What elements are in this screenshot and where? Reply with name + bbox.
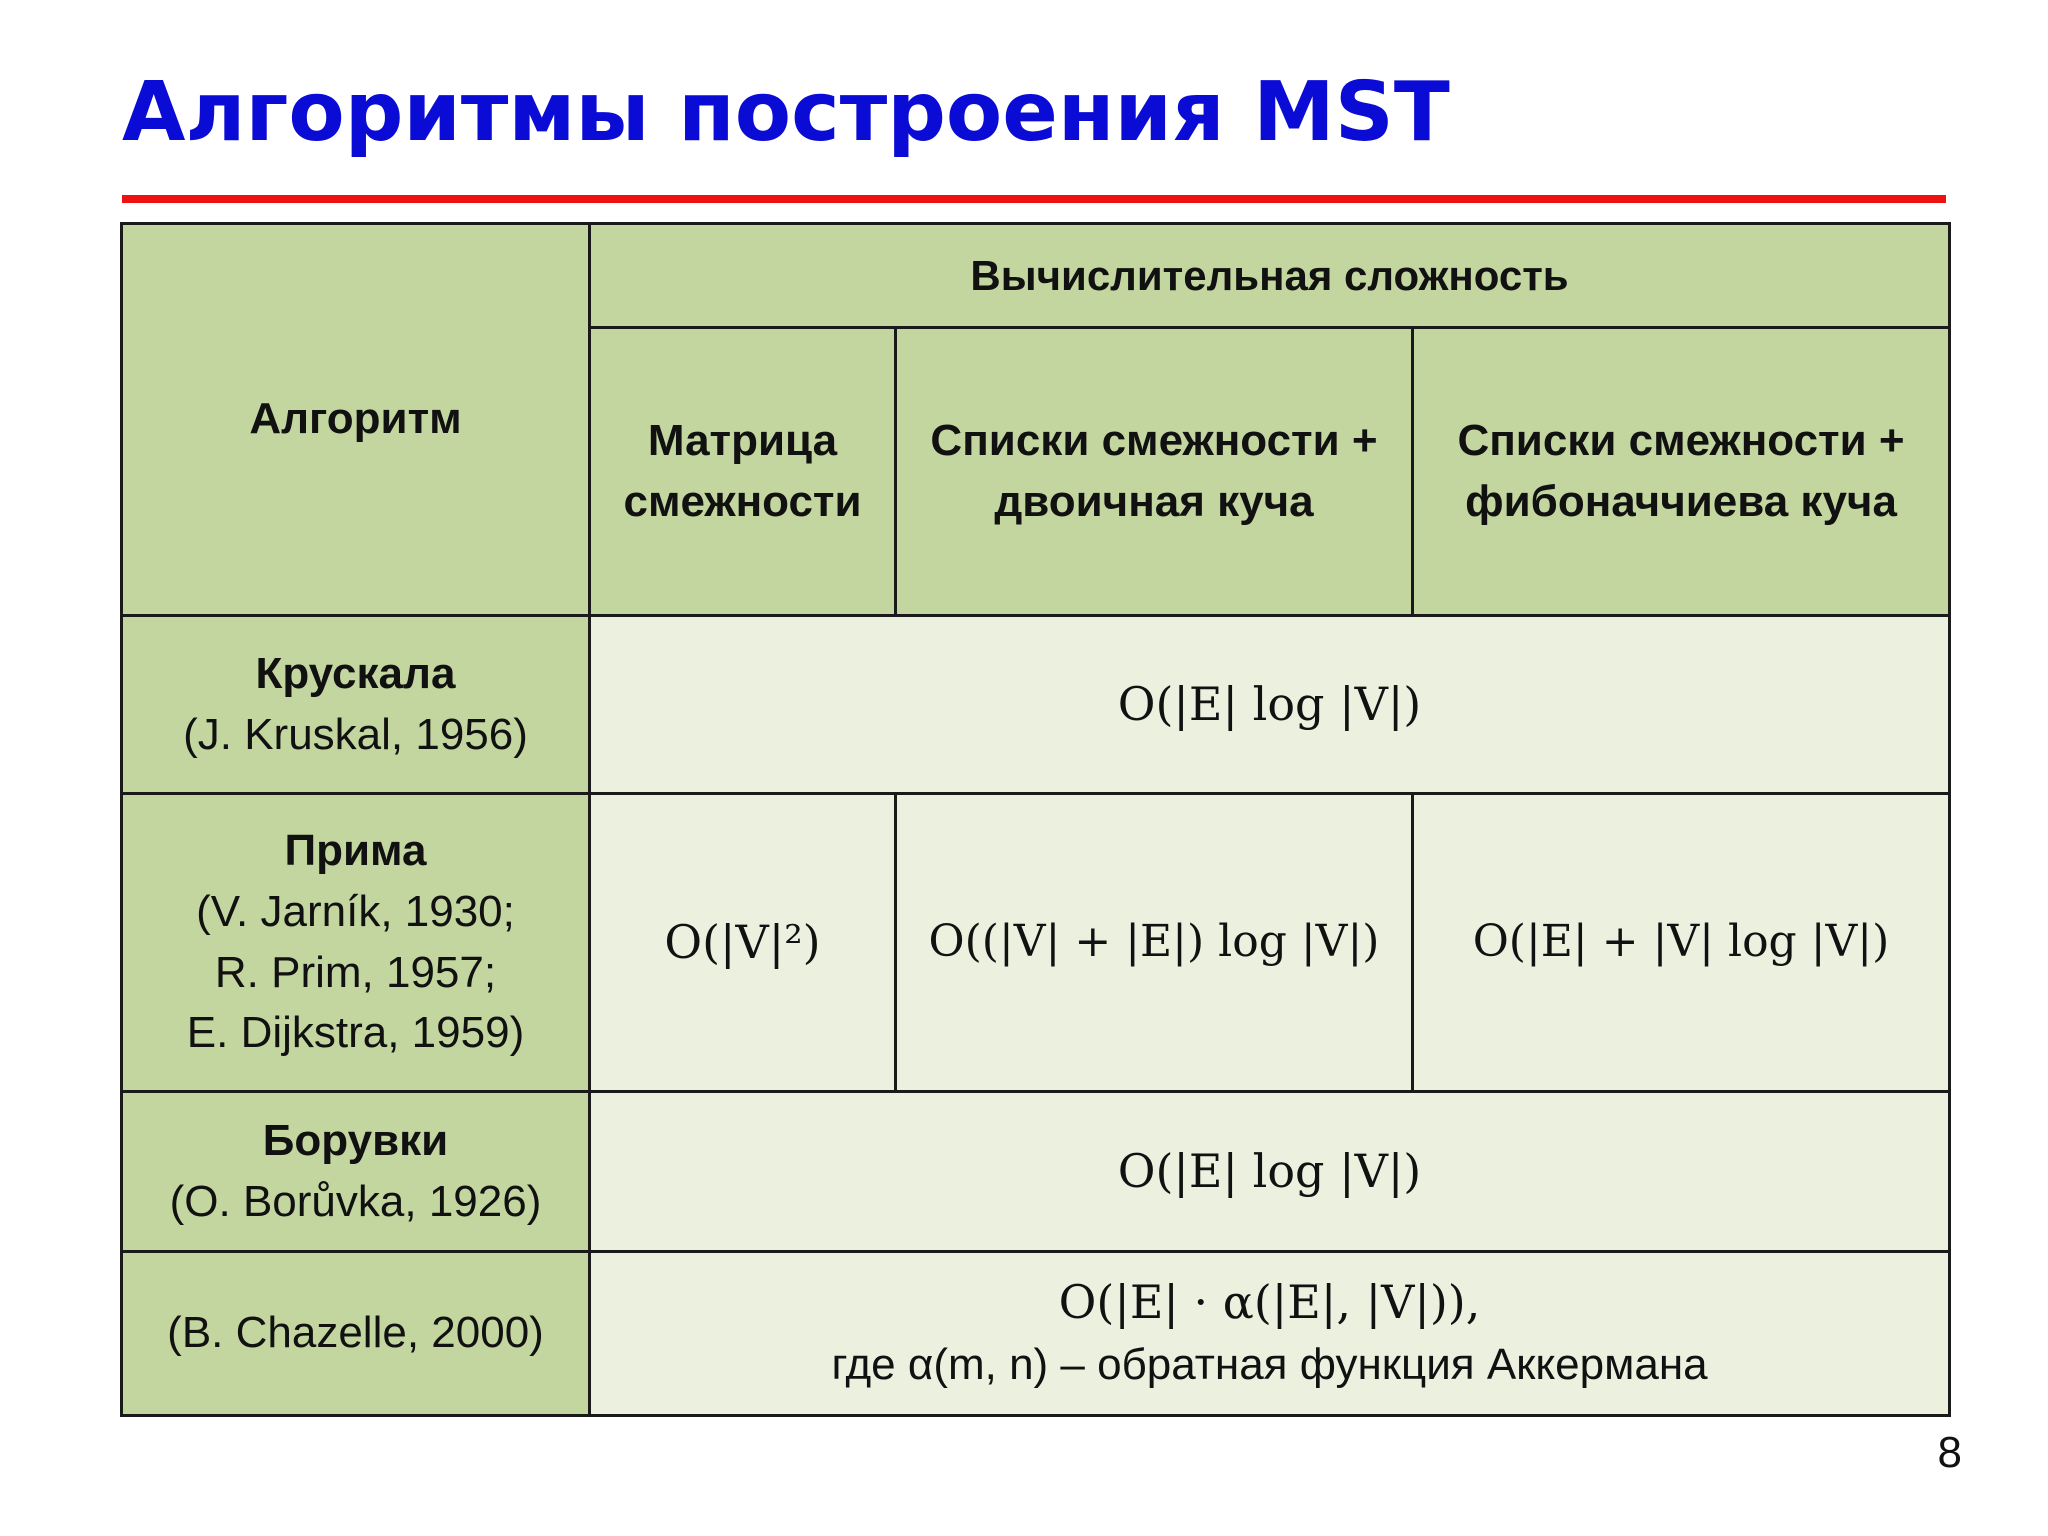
table-row-kruskal xyxy=(122,616,1950,794)
algorithm-cell-kruskal: Крускала (J. Kruskal, 1956) xyxy=(122,616,590,794)
header-algorithm: Алгоритм xyxy=(122,224,590,616)
complexity-cell-chazelle: O(|E| · α(|E|, |V|)), где α(m, n) – обратная функция Аккермана xyxy=(590,1252,1950,1416)
complexity-cell-prim-fibonacci-heap: O(|E| + |V| log |V|) xyxy=(1413,794,1950,1092)
title-underline xyxy=(122,195,1946,203)
slide-title: Алгоритмы построения MST xyxy=(122,65,1450,160)
mst-complexity-table xyxy=(120,222,1951,1417)
complexity-cell-kruskal: O(|E| log |V|) xyxy=(590,616,1950,794)
complexity-cell-prim-matrix: O(|V|²) xyxy=(590,794,896,1092)
algorithm-cell-prim: Прима (V. Jarník, 1930; R. Prim, 1957; E. Dijkstra, 1959) xyxy=(122,794,590,1092)
page-number: 8 xyxy=(1937,1428,1962,1477)
header-row-top xyxy=(122,224,1950,328)
table-row-boruvka xyxy=(122,1092,1950,1252)
table-row-prim xyxy=(122,794,1950,1092)
algorithm-cell-chazelle: (B. Chazelle, 2000) xyxy=(122,1252,590,1416)
complexity-cell-boruvka: O(|E| log |V|) xyxy=(590,1092,1950,1252)
complexity-cell-prim-binary-heap: O((|V| + |E|) log |V|) xyxy=(896,794,1413,1092)
header-adjacency-matrix: Матрица смежности xyxy=(590,328,896,616)
header-adjacency-list-binary-heap: Списки смежности + двоичная куча xyxy=(896,328,1413,616)
table-row-chazelle xyxy=(122,1252,1950,1416)
header-adjacency-list-fibonacci-heap: Списки смежности + фибоначчиева куча xyxy=(1413,328,1950,616)
algorithm-cell-boruvka: Борувки (O. Borůvka, 1926) xyxy=(122,1092,590,1252)
header-complexity: Вычислительная сложность xyxy=(590,224,1950,328)
